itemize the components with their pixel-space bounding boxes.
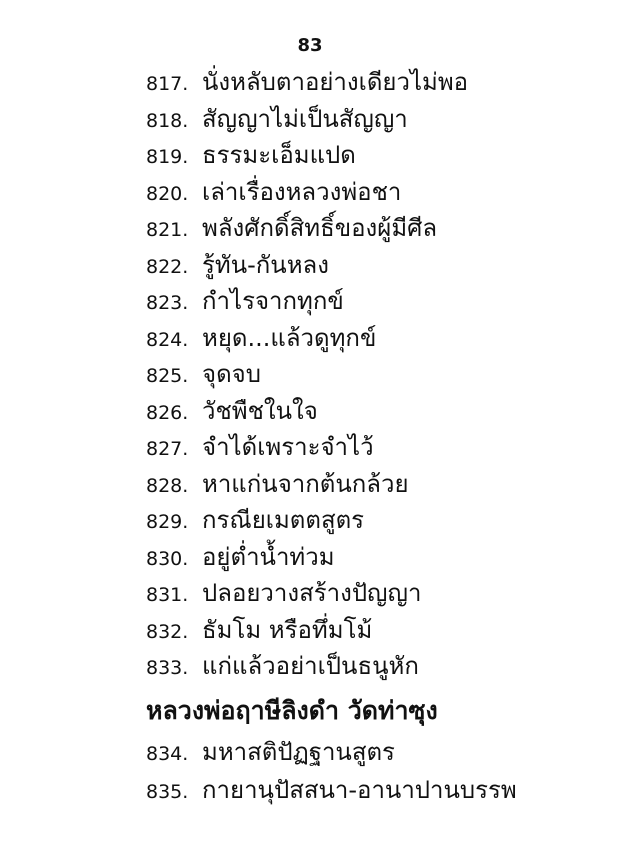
toc-entry [146, 101, 606, 137]
page-number: 83 [297, 35, 323, 56]
toc-entry-number: 817. [146, 73, 189, 95]
toc-entry [146, 648, 606, 684]
toc-entry-title: ธรรมะเอ็มแปด [202, 141, 356, 169]
toc-entry [146, 539, 606, 575]
toc-entry-title: กำไรจากทุกข์ [202, 287, 344, 315]
toc-entry-number: 821. [146, 219, 189, 241]
toc-entry-title: หยุด...แล้วดูทุกข์ [202, 323, 377, 352]
toc-entry [146, 320, 606, 356]
toc-entry-number: 828. [146, 474, 189, 497]
toc-entry-title: กายานุปัสสนา-อานาปานบรรพ [202, 776, 517, 804]
toc-entry-title: พลังศักดิ์สิทธิ์ของผู้มีศีล [202, 214, 438, 242]
toc-entry-number: 835. [146, 781, 189, 803]
toc-entry [146, 466, 606, 502]
toc-entry [146, 356, 606, 392]
toc-entry-number: 820. [146, 182, 189, 205]
toc-entry [146, 575, 606, 611]
toc-entry-number: 823. [146, 292, 189, 314]
toc-entry-title: วัชพืชในใจ [202, 396, 318, 425]
toc-entry-title: อยู่ต่ำน้ำท่วม [202, 542, 335, 571]
toc-entry-number: 825. [146, 365, 189, 387]
toc-entry-title: นั่งหลับตาอย่างเดียวไม่พอ [202, 68, 469, 96]
toc-entry-title: ปลอยวางสร้างปัญญา [202, 579, 422, 607]
toc-entry [146, 734, 606, 770]
toc-entry [146, 64, 606, 100]
toc-entry-title: หาแก่นจากต้นกล้วย [202, 469, 409, 498]
toc-entry-number: 819. [146, 146, 189, 168]
toc-entry [146, 772, 606, 808]
toc-entry-title: กรณียเมตตสูตร [202, 506, 365, 534]
toc-entry-number: 829. [146, 511, 189, 533]
toc-entry-number: 830. [146, 547, 189, 570]
toc-entry [146, 210, 606, 246]
toc-entry-title: แก่แล้วอย่าเป็นธนูหัก [202, 652, 419, 680]
toc-entry-title: สัญญาไม่เป็นสัญญา [202, 104, 408, 133]
toc-entry-number: 824. [146, 328, 189, 351]
toc-entry [146, 429, 606, 465]
toc-entry [146, 137, 606, 173]
toc-entry-title: มหาสติปัฏฐานสูตร [202, 738, 395, 766]
toc-entry-number: 827. [146, 438, 189, 460]
toc-entry-number: 818. [146, 109, 189, 132]
toc-entry-title: รู้ทัน-กันหลง [202, 250, 329, 279]
toc-entry [146, 247, 606, 283]
toc-entry [146, 612, 606, 648]
toc-entry-number: 832. [146, 620, 189, 643]
toc-entry [146, 502, 606, 538]
toc-entry-title: เล่าเรื่องหลวงพ่อชา [202, 177, 402, 206]
toc-entry-title: จำได้เพราะจำไว้ [202, 433, 374, 461]
toc-entry-number: 834. [146, 743, 189, 765]
toc-entry [146, 283, 606, 319]
toc-entry [146, 174, 606, 210]
section-heading: หลวงพ่อฤาษีลิงดำ วัดท่าซุง [146, 696, 438, 725]
toc-entry-number: 831. [146, 584, 189, 606]
toc-entry-number: 826. [146, 401, 189, 424]
toc-entry-number: 822. [146, 255, 189, 278]
toc-entry-title: ธัมโม หรือทึ่มโม้ [202, 615, 373, 644]
toc-entry [146, 393, 606, 429]
toc-entry-number: 833. [146, 657, 189, 679]
toc-entry-title: จุดจบ [202, 360, 261, 388]
